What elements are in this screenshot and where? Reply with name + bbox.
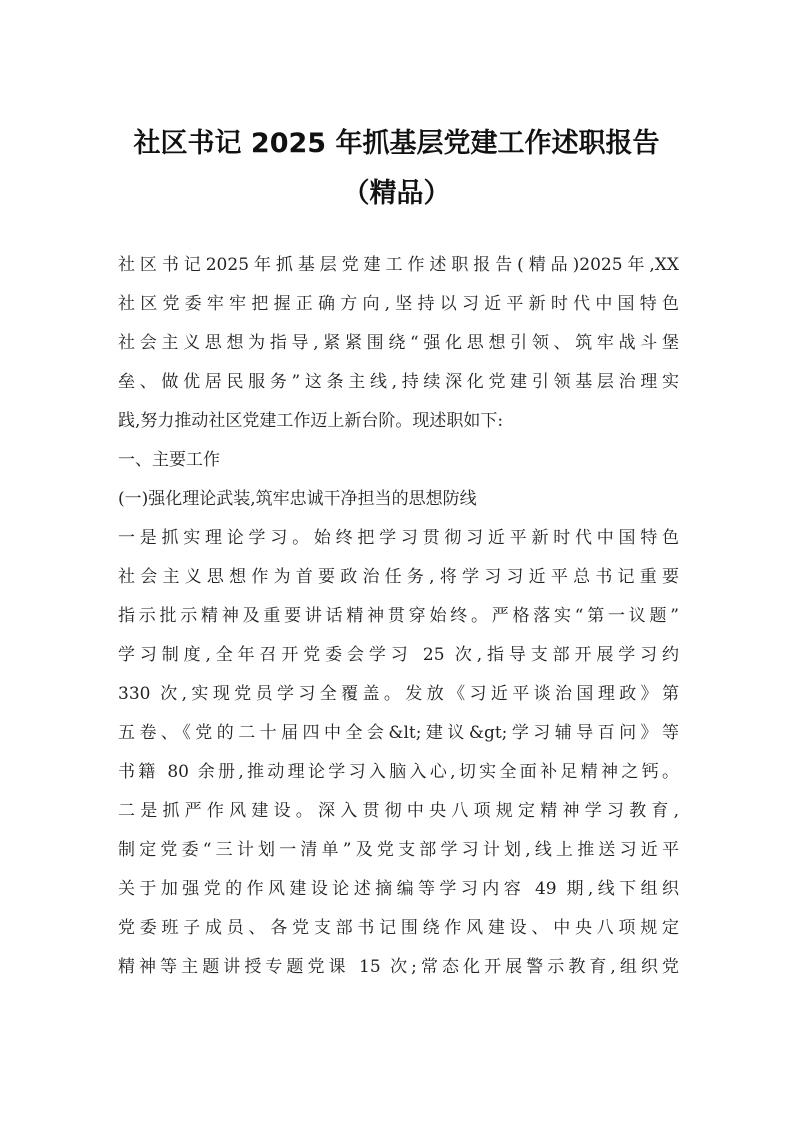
- body-line: 五卷、《党的二十届四中全会&lt;建议&gt;学习辅导百问》等: [118, 723, 679, 743]
- body-line: 指示批示精神及重要讲话精神贯穿始终。严格落实“第一议题”: [118, 606, 679, 626]
- document-title: 社区书记 2025 年抓基层党建工作述职报告: [133, 128, 660, 159]
- body-line: 党委班子成员、各党支部书记围绕作风建设、中央八项规定: [118, 918, 679, 938]
- body-line: 社区书记2025年抓基层党建工作述职报告(精品)2025年,XX: [118, 255, 679, 275]
- body-line: 330 次,实现党员学习全覆盖。发放《习近平谈治国理政》第: [118, 684, 679, 704]
- subsection-heading: (一)强化理论武装,筑牢忠诚干净担当的思想防线: [118, 489, 477, 509]
- body-line: 关于加强党的作风建设论述摘编等学习内容 49 期,线下组织: [118, 879, 679, 899]
- body-line: 社会主义思想作为首要政治任务,将学习习近平总书记重要: [118, 567, 679, 587]
- section-heading: 一、主要工作: [118, 450, 220, 470]
- body-line: 践,努力推动社区党建工作迈上新台阶。现述职如下:: [118, 411, 504, 431]
- body-line: 书籍 80 余册,推动理论学习入脑入心,切实全面补足精神之钙。: [118, 762, 679, 782]
- body-line: 精神等主题讲授专题党课 15 次;常态化开展警示教育,组织党: [118, 957, 679, 977]
- document-title-suffix: （精品）: [342, 178, 451, 209]
- body-line: 社会主义思想为指导,紧紧围绕“强化思想引领、筑牢战斗堡: [118, 333, 679, 353]
- body-line: 一是抓实理论学习。始终把学习贯彻习近平新时代中国特色: [118, 528, 679, 548]
- body-line: 社区党委牢牢把握正确方向,坚持以习近平新时代中国特色: [118, 294, 679, 314]
- body-line: 垒、做优居民服务”这条主线,持续深化党建引领基层治理实: [118, 372, 679, 392]
- body-line: 学习制度,全年召开党委会学习 25 次,指导支部开展学习约: [118, 645, 679, 665]
- body-line: 制定党委“三计划一清单”及党支部学习计划,线上推送习近平: [118, 840, 679, 860]
- body-line: 二是抓严作风建设。深入贯彻中央八项规定精神学习教育,: [118, 801, 679, 821]
